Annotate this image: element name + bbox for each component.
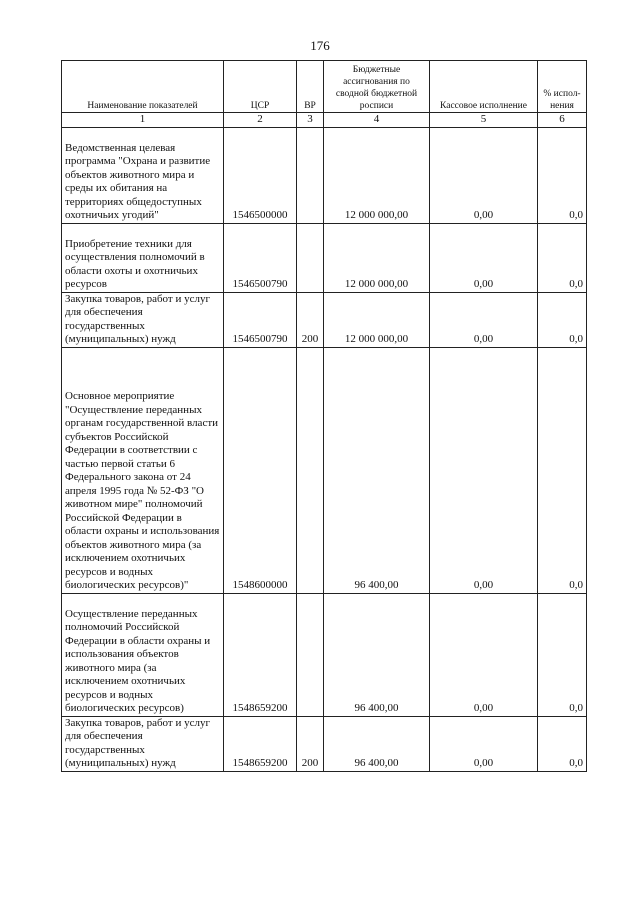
row-percent: 0,0	[538, 292, 587, 347]
row-vr: 200	[297, 292, 324, 347]
column-number: 6	[538, 113, 587, 128]
table-row	[62, 716, 587, 771]
row-amount: 12 000 000,00	[324, 127, 430, 223]
row-percent: 0,0	[538, 127, 587, 223]
table-row	[62, 593, 587, 716]
row-csr: 1548659200	[224, 716, 297, 771]
table-row	[62, 347, 587, 593]
row-name: Основное мероприятие "Осуществление переданных органам государственной власти субъектов Российской Федерации в соответствии с частью первой статьи 6 Федерального закона от 24 апреля 1995 года № 52-ФЗ "О животном мире" полномочий Российской Федерации в области охраны и использования объектов животного мира (за исключением охотничьих ресурсов и водных биологических ресурсов)"	[62, 347, 224, 593]
row-name: Ведомственная целевая программа "Охрана и развитие объектов животного мира и среды их обитания на территориях общедоступных охотничьих угодий"	[62, 127, 224, 223]
row-percent: 0,0	[538, 593, 587, 716]
header-vr: ВР	[297, 61, 324, 113]
row-csr: 1546500790	[224, 223, 297, 292]
row-cash: 0,00	[430, 292, 538, 347]
row-amount: 12 000 000,00	[324, 292, 430, 347]
row-cash: 0,00	[430, 716, 538, 771]
header-percent-execution: % испол-нения	[538, 61, 587, 113]
header-name: Наименование показателей	[62, 61, 224, 113]
page-number: 176	[310, 38, 330, 53]
column-number: 3	[297, 113, 324, 128]
row-cash: 0,00	[430, 127, 538, 223]
header-row	[62, 61, 587, 113]
column-number: 2	[224, 113, 297, 128]
table-row	[62, 127, 587, 223]
row-amount: 96 400,00	[324, 716, 430, 771]
row-name: Осуществление переданных полномочий Российской Федерации в области охраны и использования объектов животного мира (за исключением охотничьих ресурсов и водных биологических ресурсов)	[62, 593, 224, 716]
table-row	[62, 292, 587, 347]
row-percent: 0,0	[538, 223, 587, 292]
column-number: 5	[430, 113, 538, 128]
row-name: Закупка товаров, работ и услуг для обеспечения государственных (муниципальных) нужд	[62, 292, 224, 347]
row-amount: 12 000 000,00	[324, 223, 430, 292]
column-number-row	[62, 113, 587, 128]
row-cash: 0,00	[430, 347, 538, 593]
budget-execution-table	[61, 60, 587, 772]
row-csr: 1546500790	[224, 292, 297, 347]
row-cash: 0,00	[430, 593, 538, 716]
header-budget-assignments: Бюджетные ассигнования по сводной бюджетной росписи	[324, 61, 430, 113]
column-number: 4	[324, 113, 430, 128]
row-percent: 0,0	[538, 716, 587, 771]
row-csr: 1546500000	[224, 127, 297, 223]
row-name: Закупка товаров, работ и услуг для обеспечения государственных (муниципальных) нужд	[62, 716, 224, 771]
row-amount: 96 400,00	[324, 347, 430, 593]
table-row	[62, 223, 587, 292]
row-vr	[297, 593, 324, 716]
row-cash: 0,00	[430, 223, 538, 292]
row-vr	[297, 347, 324, 593]
row-csr: 1548659200	[224, 593, 297, 716]
row-percent: 0,0	[538, 347, 587, 593]
row-csr: 1548600000	[224, 347, 297, 593]
row-amount: 96 400,00	[324, 593, 430, 716]
header-csr: ЦСР	[224, 61, 297, 113]
row-vr: 200	[297, 716, 324, 771]
header-cash-execution: Кассовое исполнение	[430, 61, 538, 113]
row-vr	[297, 127, 324, 223]
row-name: Приобретение техники для осуществления полномочий в области охоты и охотничьих ресурсов	[62, 223, 224, 292]
column-number: 1	[62, 113, 224, 128]
row-vr	[297, 223, 324, 292]
